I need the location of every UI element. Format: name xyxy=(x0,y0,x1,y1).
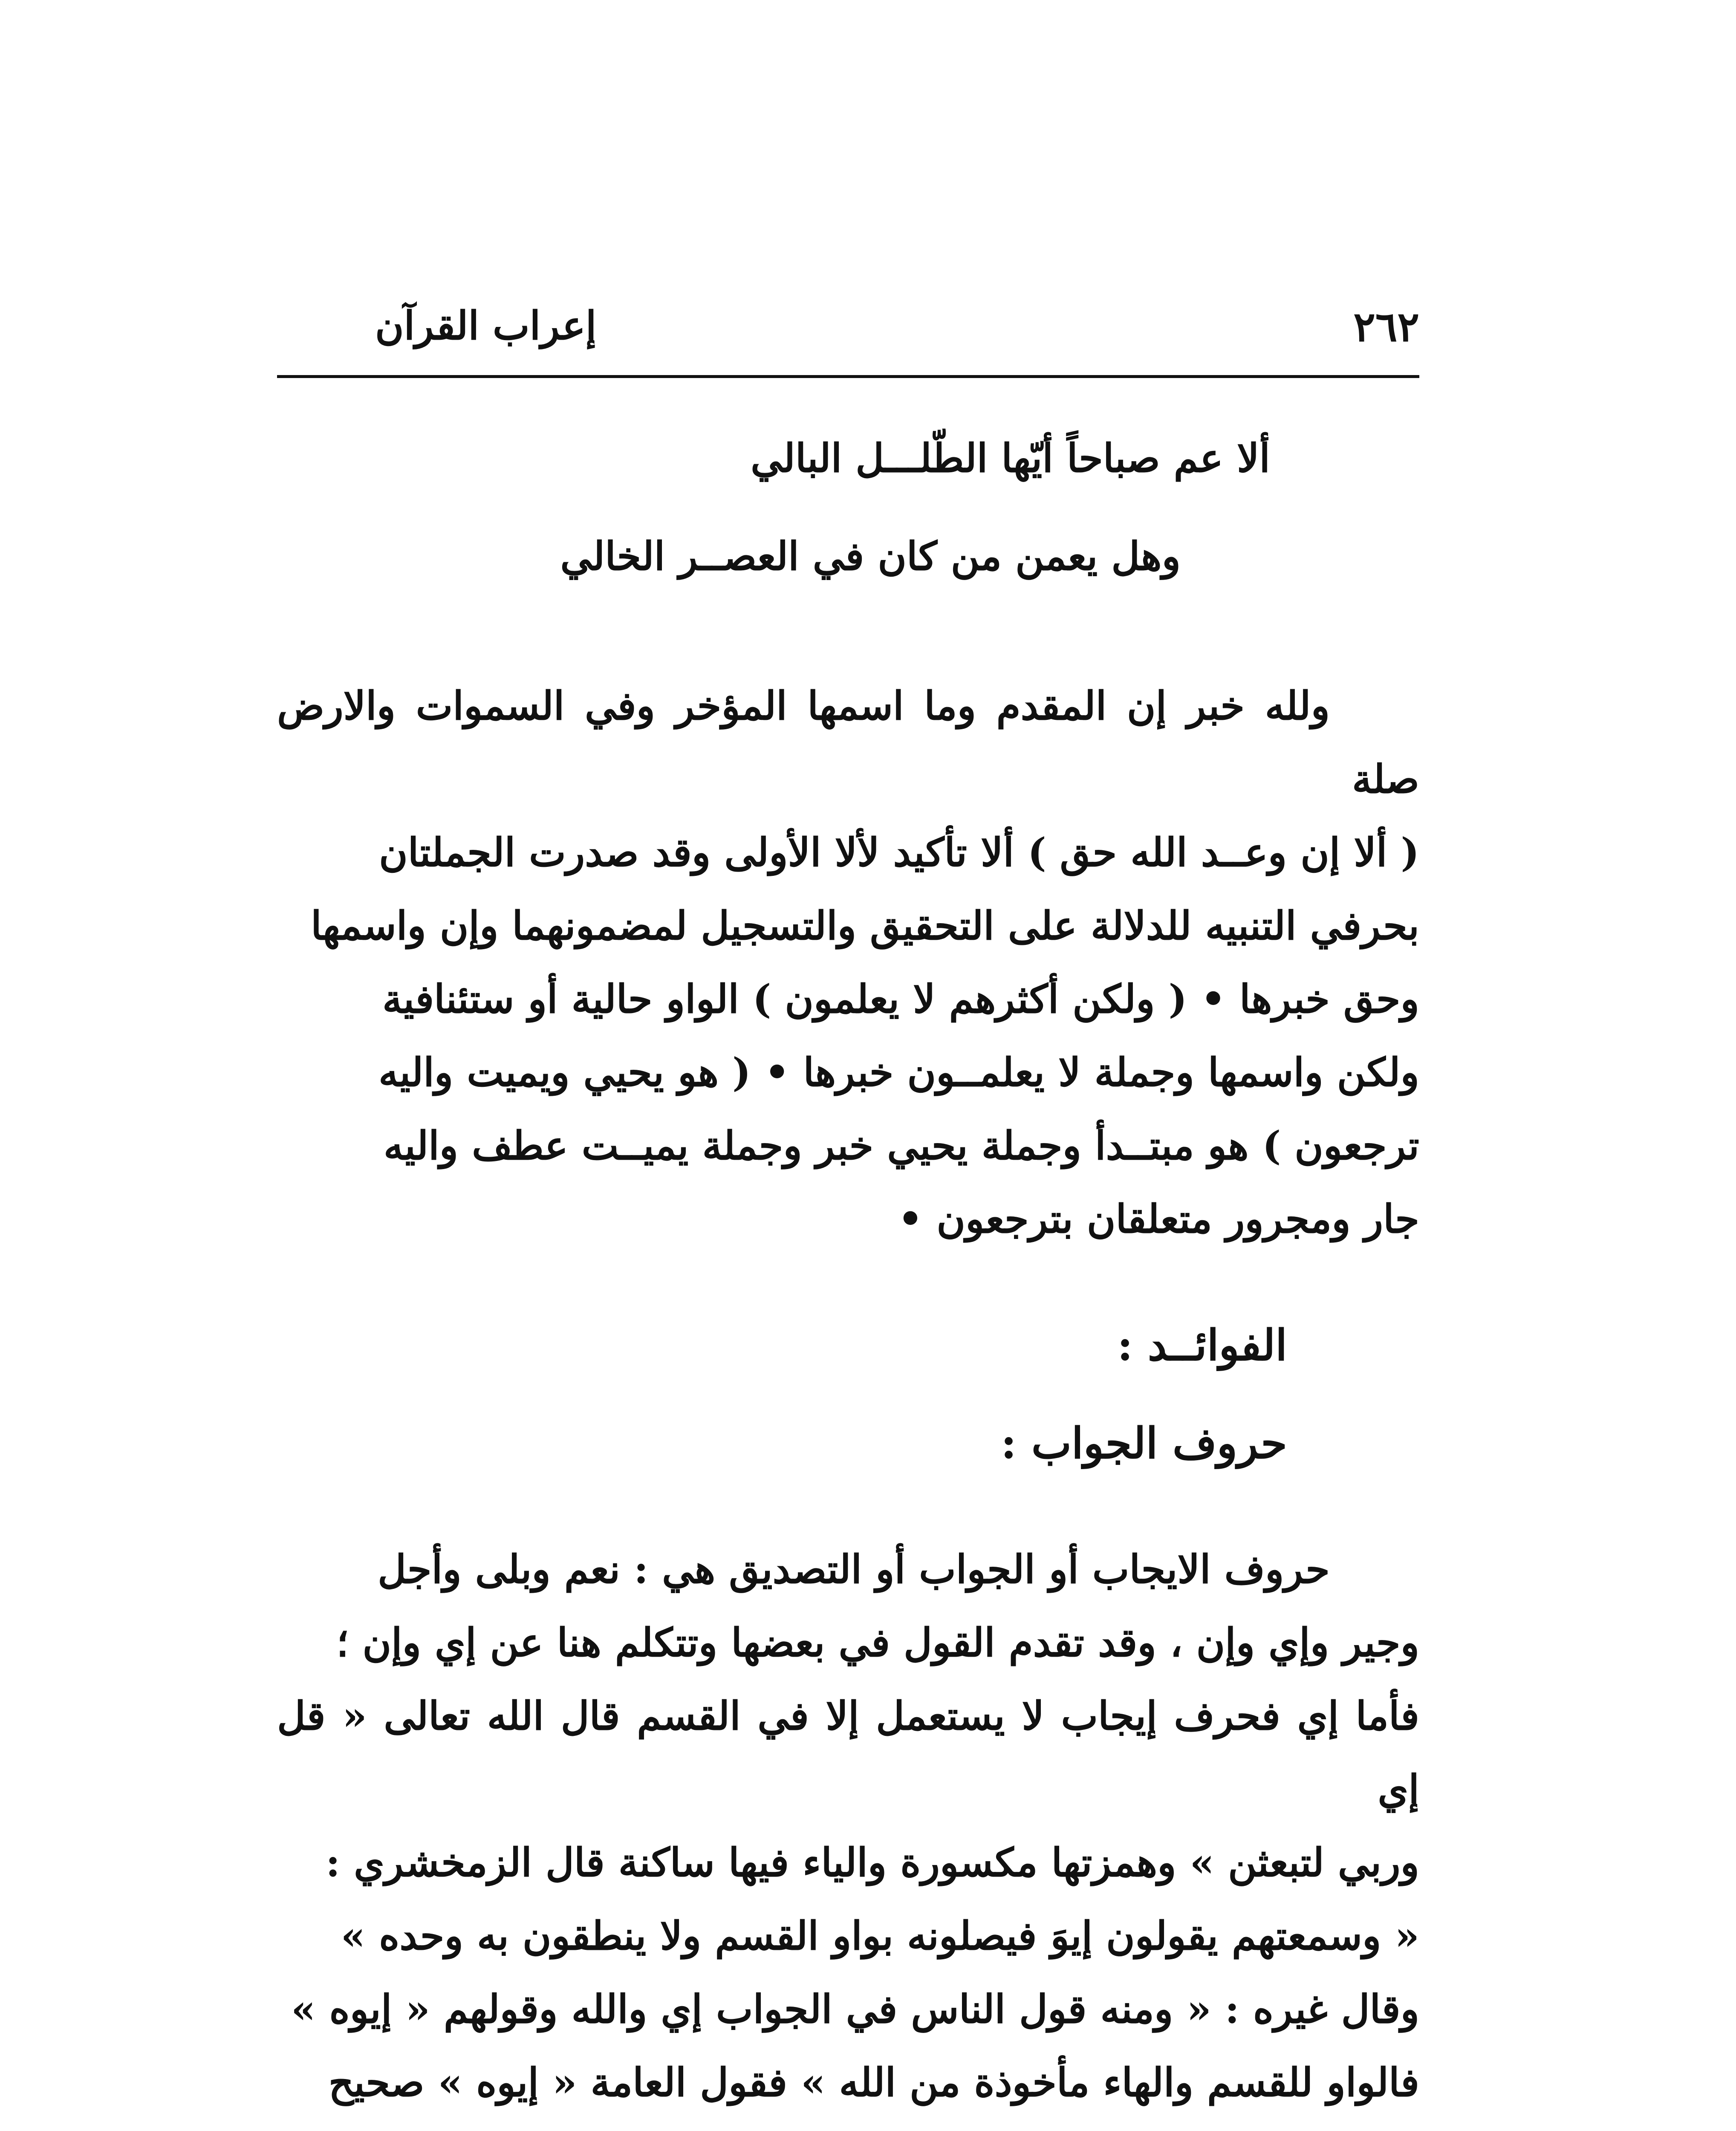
text-line: فالواو للقسم والهاء مأخوذة من الله » فقول العامة « إيوه » صحيح xyxy=(328,2059,1419,2105)
section-heading-benefits: الفوائــد : xyxy=(1117,1320,1287,1370)
text-line: ( ألا إن وعــد الله حق ) ألا تأكيد لألا الأولى وقد صدرت الجملتان xyxy=(379,829,1419,875)
text-line: وحق خبرها • ( ولكن أكثرهم لا يعلمون ) الواو حالية أو ستئنافية xyxy=(382,976,1419,1022)
header-rule xyxy=(277,375,1419,378)
text-line: وقال غيره : « ومنه قول الناس في الجواب إي والله وقولهم « إيوه » xyxy=(291,1986,1419,2032)
answer-particles-paragraph xyxy=(277,1533,1419,2131)
poem-verse-2: وهل يعمن من كان في العصــر الخالي xyxy=(560,533,1181,579)
text-line: وجير وإي وإن ، وقد تقدم القول في بعضها وتتكلم هنا عن إي وإن ؛ xyxy=(336,1620,1419,1666)
parsing-paragraph xyxy=(277,669,1419,1256)
running-title: إعراب القرآن xyxy=(375,303,597,349)
text-line: فأما إي فحرف إيجاب لا يستعمل إلا في القسم قال الله تعالى « قل إي xyxy=(277,1693,1419,1812)
page-number: ٢٦٢ xyxy=(1353,303,1419,351)
text-line: بحرفي التنبيه للدلالة على التحقيق والتسجيل لمضمونهما وإن واسمها xyxy=(311,903,1419,949)
page-body xyxy=(277,409,1419,2131)
spacer xyxy=(277,1492,1419,1533)
spacer xyxy=(277,605,1419,669)
poem-verse-1: ألا عم صباحاً أيّها الطّلـــل البالي xyxy=(751,435,1270,481)
spacer xyxy=(277,1256,1419,1296)
text-line xyxy=(277,2119,1419,2131)
text-line: « وسمعتهم يقولون إيوَ فيصلونه بواو القسم ولا ينطقون به وحده » xyxy=(341,1913,1419,1959)
text-line: ترجعون ) هو مبتــدأ وجملة يحيي خبر وجملة يميــت عطف واليه xyxy=(383,1123,1419,1169)
text-line: جار ومجرور متعلقان بترجعون • xyxy=(898,1196,1419,1242)
subheading-answer-particles: حروف الجواب : xyxy=(1001,1418,1287,1468)
text-line: حروف الايجاب أو الجواب أو التصديق هي : نعم وبلى وأجل xyxy=(378,1546,1330,1592)
page-header xyxy=(277,277,1419,362)
text-line: ولله خبر إن المقدم وما اسمها المؤخر وفي السموات والارض صلة xyxy=(277,683,1419,802)
text-line: ولكن واسمها وجملة لا يعلمــون خبرها • ( هو يحيي ويميت واليه xyxy=(378,1049,1419,1095)
text-line: وربي لتبعثن » وهمزتها مكسورة والياء فيها ساكنة قال الزمخشري : xyxy=(326,1839,1419,1886)
